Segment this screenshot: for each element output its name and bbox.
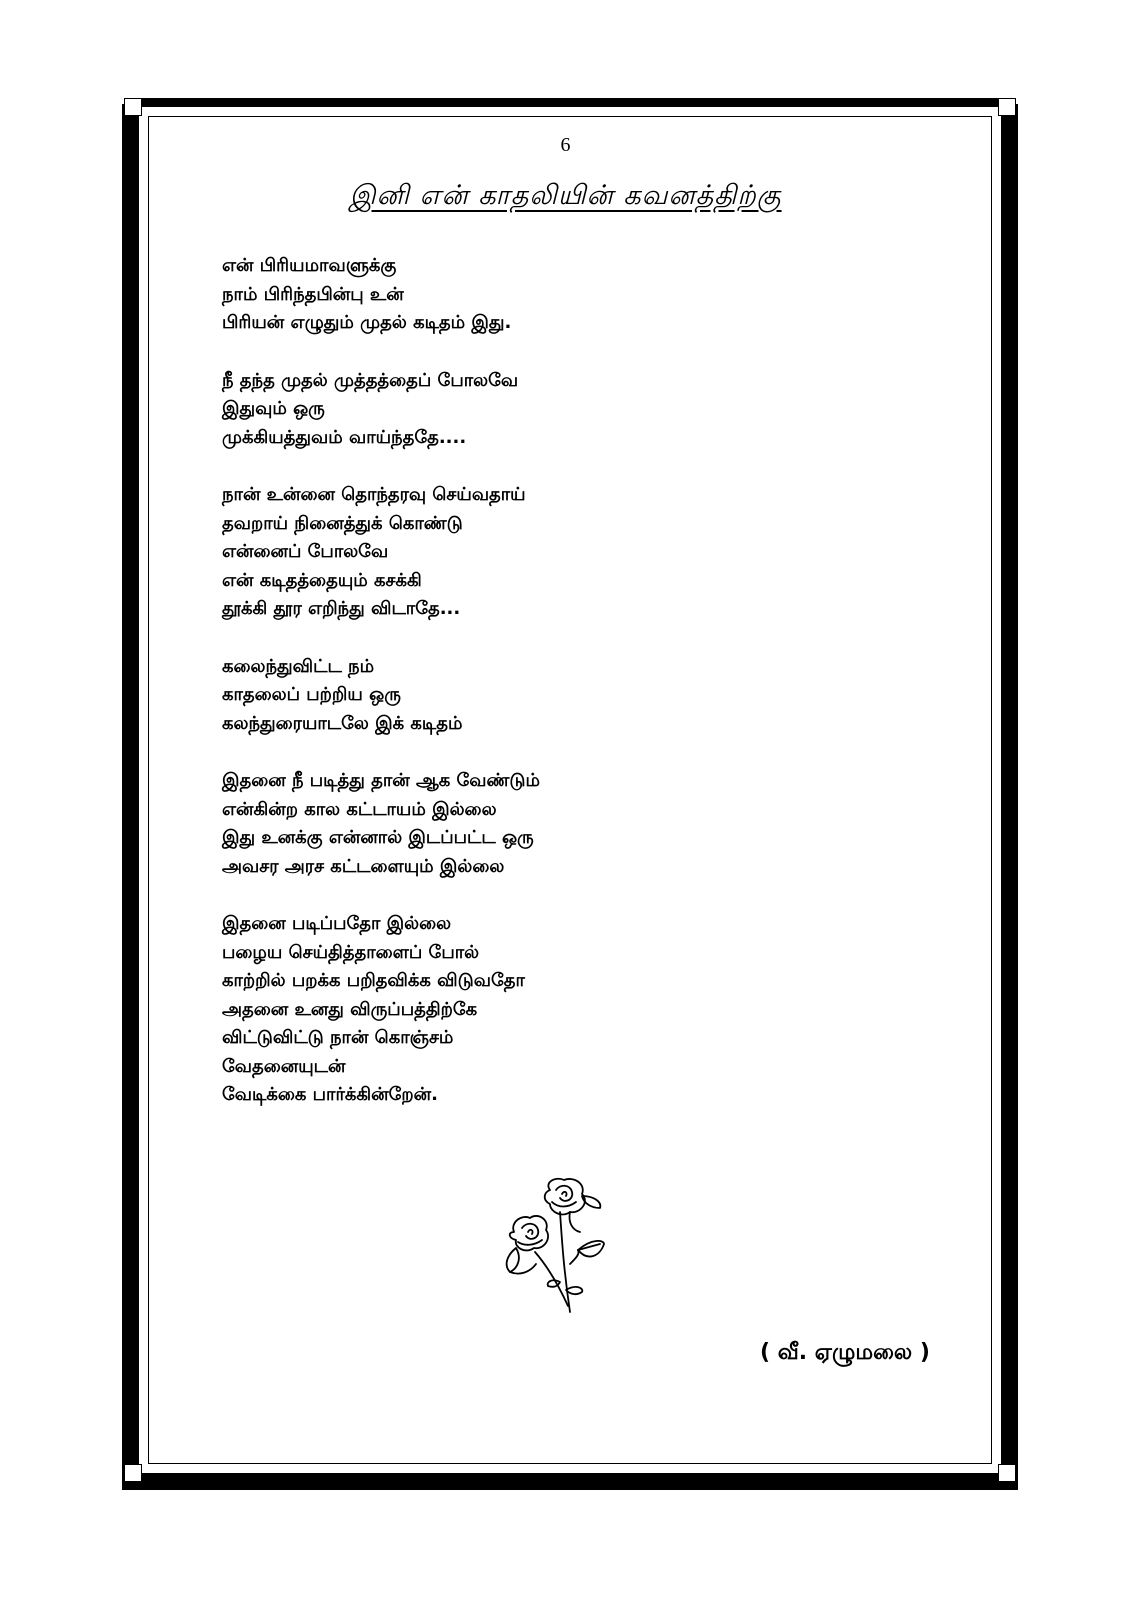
border-corner-bottom-left [124, 1464, 142, 1482]
poem-line: என்கின்ற கால கட்டாயம் இல்லை [222, 798, 497, 820]
poem-line: விட்டுவிட்டு நான் கொஞ்சம் [222, 1027, 454, 1048]
poem-line: இது உனக்கு என்னால் இடப்பட்ட ஒரு [222, 827, 534, 848]
poem-line: வேடிக்கை பார்க்கின்றேன். [222, 1084, 438, 1105]
poem-line: பிரியன் எழுதும் முதல் கடிதம் இது. [222, 312, 512, 333]
author-signature: ( வீ. ஏழுமலை ) [760, 1340, 930, 1365]
poem-line: முக்கியத்துவம் வாய்ந்ததே.... [222, 426, 467, 448]
rose-illustration-icon [500, 1172, 610, 1320]
border-corner-top-right [998, 98, 1016, 116]
poem-line: என் பிரியமாவளுக்கு [222, 255, 397, 276]
stanza [222, 367, 922, 453]
stanza [222, 252, 922, 338]
poem-line: நாம் பிரிந்தபின்பு உன் [222, 283, 404, 305]
border-corner-top-left [124, 98, 142, 116]
poem-line: என் கடிதத்தையும் கசக்கி [222, 569, 422, 591]
poem-line: தூக்கி தூர எறிந்து விடாதே... [222, 598, 461, 619]
poem-line: பழைய செய்தித்தாளைப் போல் [222, 941, 480, 963]
poem-line: அதனை உனது விருப்பத்திற்கே [222, 998, 478, 1020]
poem-line: கலந்துரையாடலே இக் கடிதம் [222, 712, 463, 734]
poem-body [222, 252, 922, 1139]
border-corner-bottom-right [998, 1464, 1016, 1482]
poem-line: இதுவும் ஒரு [222, 398, 325, 419]
poem-line: கலைந்துவிட்ட நம் [222, 655, 375, 677]
stanza [222, 767, 922, 881]
poem-title: இனி என் காதலியின் கவனத்திற்கு [349, 180, 782, 211]
stanza [222, 910, 922, 1110]
stanza [222, 481, 922, 624]
poem-line: தவறாய் நினைத்துக் கொண்டு [222, 512, 463, 534]
poem-line: என்னைப் போலவே [222, 541, 389, 562]
poem-line: நான் உன்னை தொந்தரவு செய்வதாய் [222, 484, 526, 505]
page-number: 6 [560, 134, 571, 156]
poem-line: இதனை நீ படித்து தான் ஆக வேண்டும் [222, 770, 540, 791]
stanza [222, 653, 922, 739]
poem-line: வேதனையுடன் [222, 1055, 346, 1077]
poem-line: நீ தந்த முதல் முத்தத்தைப் போலவே [222, 369, 519, 391]
poem-line: இதனை படிப்பதோ இல்லை [222, 913, 452, 934]
poem-line: அவசர அரச கட்டளையும் இல்லை [222, 855, 505, 877]
poem-line: காதலைப் பற்றிய ஒரு [222, 684, 401, 705]
poem-line: காற்றில் பறக்க பறிதவிக்க விடுவதோ [222, 970, 525, 991]
